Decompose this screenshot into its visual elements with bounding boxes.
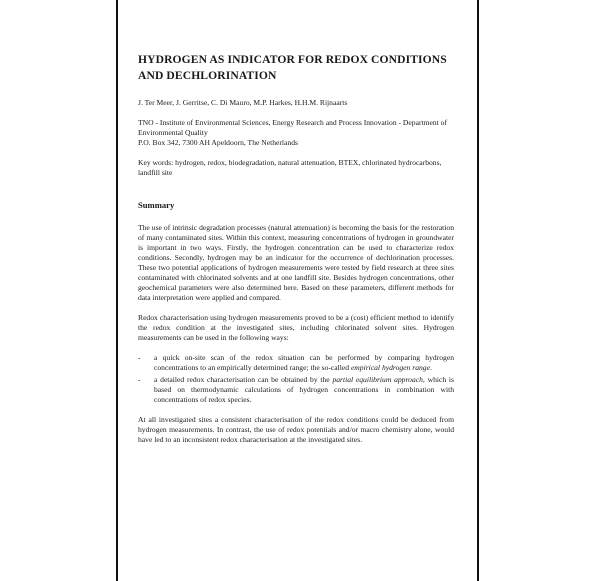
page-edge-right	[477, 0, 479, 581]
bullet-item	[138, 375, 454, 405]
section-heading: Summary	[138, 199, 175, 210]
affiliation-line: P.O. Box 342, 7300 AH Apeldoorn, The Netherlands	[138, 137, 298, 147]
bullet-text: a quick on-site scan of the redox situation can be performed by comparing hydrogen concentrations to an empirically determined range; the so-called	[154, 353, 454, 373]
bullet-text-end: .	[429, 363, 432, 373]
keywords: Key words: hydrogen, redox, biodegradation, natural attenuation, BTEX, chlorinated hydrocarbons, landfill site	[138, 157, 442, 177]
bullet-dash: -	[138, 353, 141, 363]
paper-title: HYDROGEN AS INDICATOR FOR REDOX CONDITIONS AND DECHLORINATION	[138, 53, 447, 82]
bullet-text-end: , which is based on thermodynamic calculations of hydrogen concentrations in combination with concentrations of redox species.	[154, 375, 454, 405]
affiliation-line: TNO - Institute of Environmental Sciences, Energy Research and Process Innovation - Department of Environmental Quality	[138, 117, 448, 137]
summary-paragraph: Redox characterisation using hydrogen measurements proved to be a (cost) efficient method to identify the redox condition at the investigated sites, including chlorinated solvent sites. Hydrogen measurements can be used in the following ways:	[138, 313, 454, 343]
paper-page	[138, 52, 454, 455]
summary-paragraph: The use of intrinsic degradation processes (natural attenuation) is becoming the basis for the restoration of many contaminated sites. Within this context, measuring concentrations of hydrogen in groundwater is important in two ways. Firstly, the hydrogen concentration can be used to characterize redox conditions. Secondly, hydrogen may be an indicator for the occurrence of dechlorination processes. These two potential applications of hydrogen measurements were tested by field research at three sites contaminated with chlorinated solvents and at one landfill site. Besides hydrogen concentrations, other geochemical parameters were also determined here. Based on these parameters, different methods for data interpretation were applied and compared.	[138, 222, 454, 303]
bullet-emphasis: empirical hydrogen range	[350, 363, 430, 373]
bullet-list	[138, 353, 454, 405]
bullet-text: a detailed redox characterisation can be obtained by the	[154, 375, 333, 385]
author-list: J. Ter Meer, J. Gerritse, C. Di Mauro, M.P. Harkes, H.H.M. Rijnaarts	[138, 97, 348, 107]
page-edge-left	[116, 0, 118, 581]
bullet-item	[138, 353, 454, 373]
affiliation-block	[138, 118, 454, 148]
closing-paragraph: At all investigated sites a consistent characterisation of the redox conditions could be deduced from hydrogen measurements. In contrast, the use of redox potentials and/or macro chemistry alone, would have led to an inconsistent redox characterisation at the investigated sites.	[138, 415, 454, 445]
bullet-dash: -	[138, 375, 141, 385]
bullet-emphasis: partial equilibrium approach	[332, 375, 423, 385]
